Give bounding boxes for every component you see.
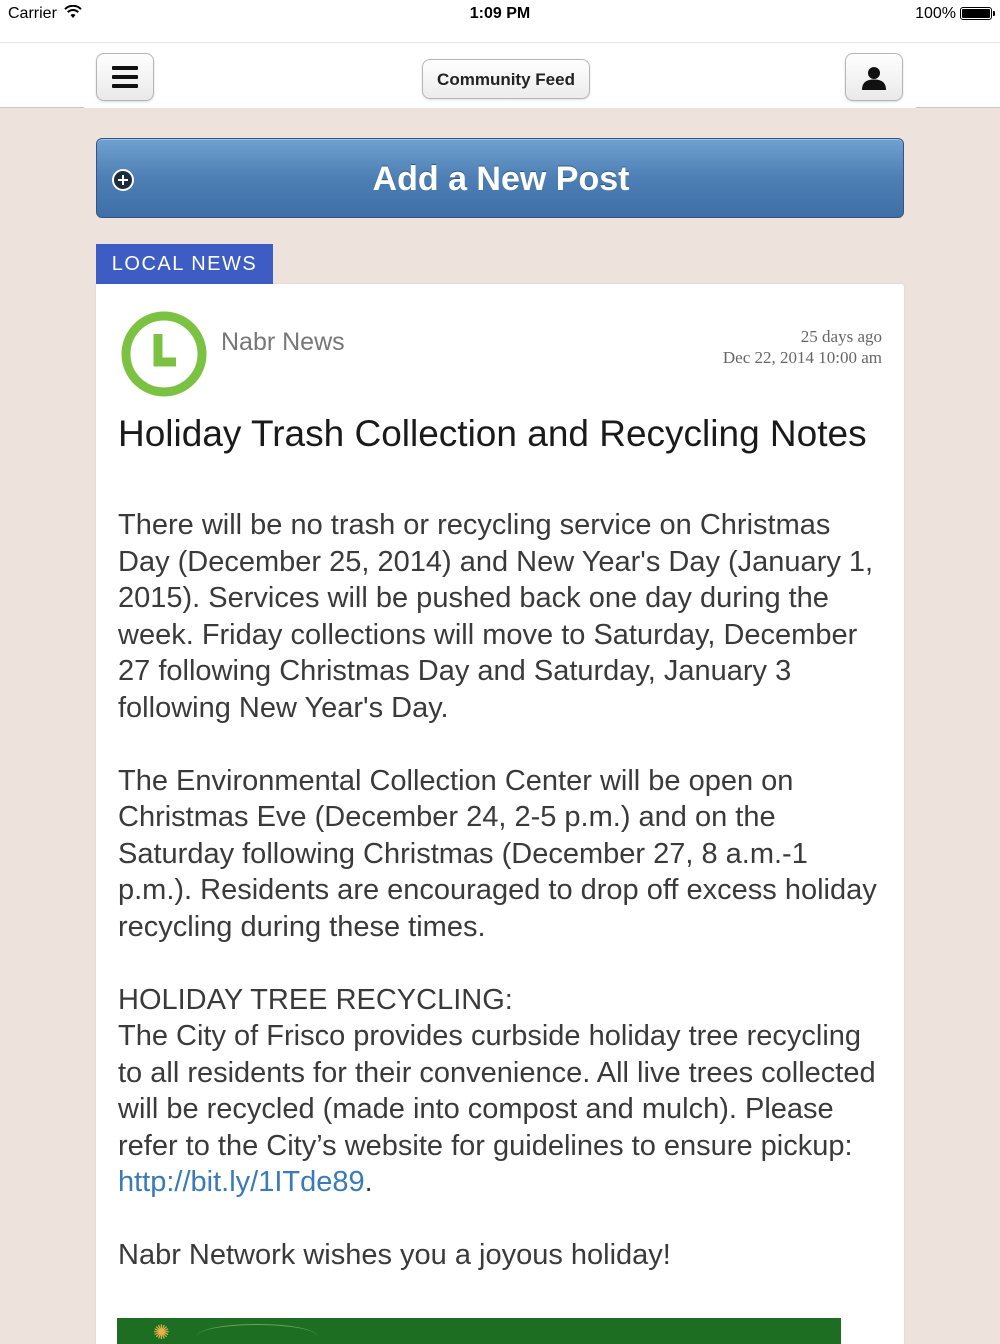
- post-title: Holiday Trash Collection and Recycling Notes: [118, 413, 867, 454]
- post-paragraph: There will be no trash or recycling service on Christmas Day (December 25, 2014) and New Year's Day (January 1, 2015). Services will be pushed back one day during the week. Friday collections will move to Saturday, December 27 following Christmas Day and Saturday, January 3 following New Year's Day.: [118, 509, 874, 724]
- category-badge: LOCAL NEWS: [96, 244, 273, 284]
- link-suffix: .: [364, 1166, 373, 1198]
- hamburger-menu-icon: [112, 66, 138, 88]
- navigation-bar: [0, 42, 1000, 108]
- section-heading: HOLIDAY TREE RECYCLING:: [118, 983, 513, 1016]
- community-feed-button[interactable]: Community Feed: [422, 59, 590, 99]
- person-icon: [861, 65, 887, 91]
- post-timestamp: [723, 326, 882, 368]
- post-card: [96, 284, 904, 1344]
- post-link[interactable]: http://bit.ly/1ITde89: [118, 1166, 365, 1198]
- add-new-post-label: Add a New Post: [372, 160, 630, 198]
- post-paragraph: The Environmental Collection Center will be open on Christmas Eve (December 24, 2-5 p.m.) and on the Saturday following Christmas (December 27, 8 a.m.-1 p.m.). Residents are encouraged to drop off excess holiday recycling during these times.: [118, 764, 877, 943]
- battery-icon: [960, 7, 992, 20]
- carrier-label: Carrier: [8, 5, 57, 22]
- post-paragraph: The City of Frisco provides curbside holiday tree recycling to all residents for their convenience. All live trees collected will be recycled (made into compost and mulch). Please refer to the City’s website for guidelines to ensure pickup:: [118, 1020, 876, 1162]
- nabr-news-logo-icon: [120, 310, 208, 398]
- add-new-post-button[interactable]: [96, 138, 904, 218]
- post-image[interactable]: [117, 1318, 841, 1344]
- clock: 1:09 PM: [469, 5, 531, 22]
- ornament-icon: ✺: [153, 1322, 170, 1344]
- relative-time: 25 days ago: [800, 327, 882, 346]
- menu-button[interactable]: [96, 53, 154, 101]
- post-body: [118, 507, 888, 1274]
- post-date: Dec 22, 2014 10:00 am: [722, 348, 882, 367]
- post-author[interactable]: Nabr News: [221, 328, 345, 356]
- profile-button[interactable]: [845, 53, 903, 101]
- status-bar: [0, 0, 1000, 42]
- closing-line: Nabr Network wishes you a joyous holiday!: [118, 1239, 671, 1271]
- battery-percentage: 100%: [915, 5, 956, 22]
